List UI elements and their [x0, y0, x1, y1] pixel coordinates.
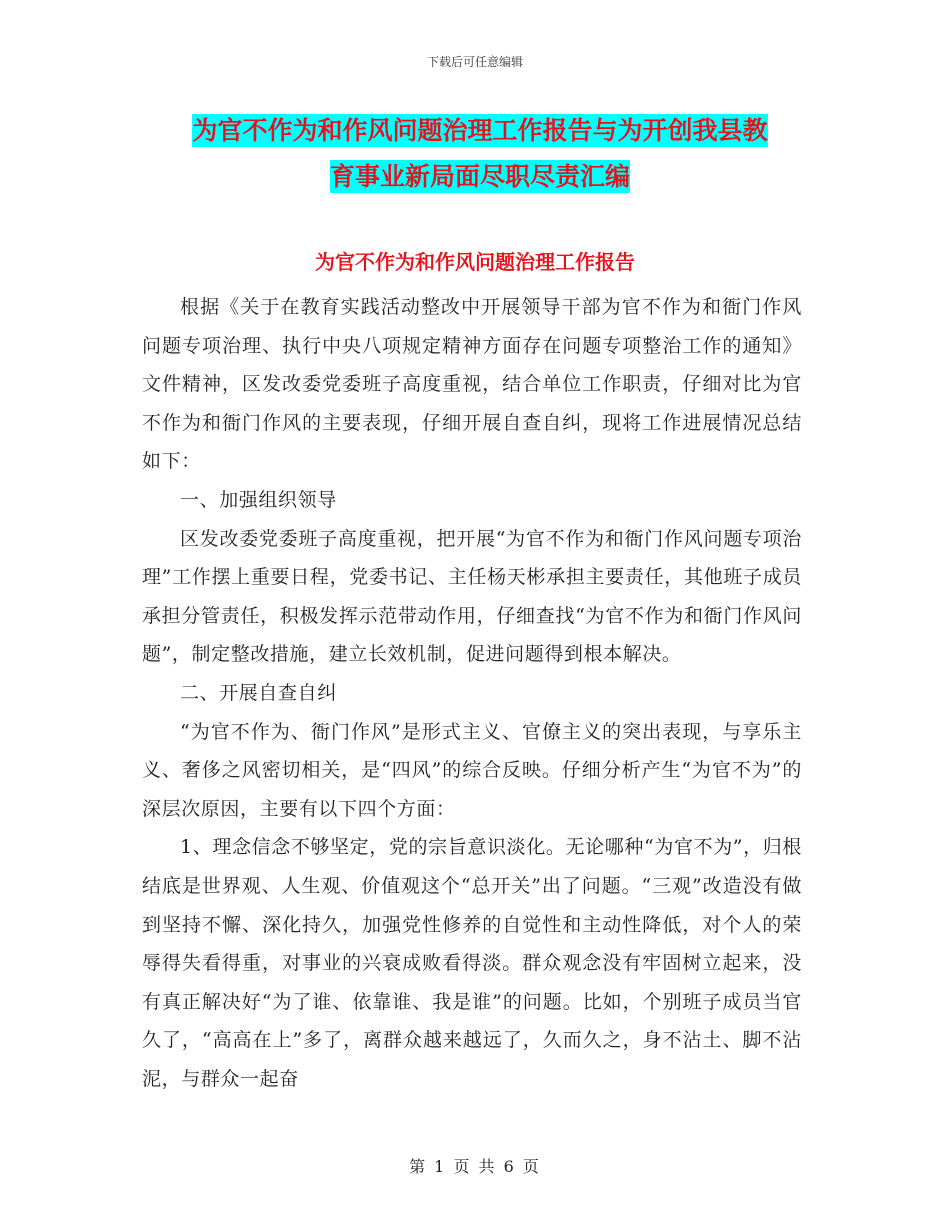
section-title: 为官不作为和作风问题治理工作报告 — [315, 250, 635, 274]
document-body — [142, 288, 802, 1098]
header-note: 下载后可任意编辑 — [426, 55, 523, 69]
paragraph-point-1: 1、理念信念不够坚定，党的宗旨意识淡化。无论哪种“为官不为”，归根结底是世界观、人生观、价值观这个“总开关”出了问题。“三观”改造没有做到坚持不懈、深化持久，加强党性修养的自觉性和主动性降低，对个人的荣辱得失看得重，对事业的兴衰成败看得淡。群众观念没有牢固树立起来，没有真正解决好“为了谁、依靠谁、我是谁”的问题。比如，个别班子成员当官久了，“高高在上”多了，离群众越来越远了，久而久之，身不沾土、脚不沾泥，与群众一起奋 — [142, 836, 802, 1090]
heading-section-1: 一、加强组织领导 — [180, 488, 337, 511]
heading-section-2: 二、开展自查自纠 — [180, 681, 337, 704]
paragraph-section-2: “为官不作为、衙门作风”是形式主义、官僚主义的突出表现，与享乐主义、奢侈之风密切相关，是“四风”的综合反映。仔细分析产生“为官不为”的深层次原因，主要有以下四个方面： — [142, 720, 802, 820]
page-number-footer: 第 1 页 共 6 页 — [409, 1157, 541, 1176]
main-title-line-1: 为官不作为和作风问题治理工作报告与为开创我县教 — [192, 116, 768, 145]
paragraph-intro: 根据《关于在教育实践活动整改中开展领导干部为官不作为和衙门作风问题专项治理、执行中央八项规定精神方面存在问题专项整治工作的通知》文件精神，区发改委党委班子高度重视，结合单位工作职责，仔细对比为官不作为和衙门作风的主要表现，仔细开展自查自纠，现将工作进展情况总结如下： — [142, 296, 802, 473]
paragraph-section-1: 区发改委党委班子高度重视，把开展“为官不作为和衙门作风问题专项治理”工作摆上重要日程，党委书记、主任杨天彬承担主要责任，其他班子成员承担分管责任，积极发挥示范带动作用，仔细查找“为官不作为和衙门作风问题”，制定整改措施，建立长效机制，促进问题得到根本解决。 — [142, 527, 802, 666]
document-main-title — [140, 108, 820, 200]
main-title-line-2: 育事业新局面尽职尽责汇编 — [329, 162, 630, 191]
